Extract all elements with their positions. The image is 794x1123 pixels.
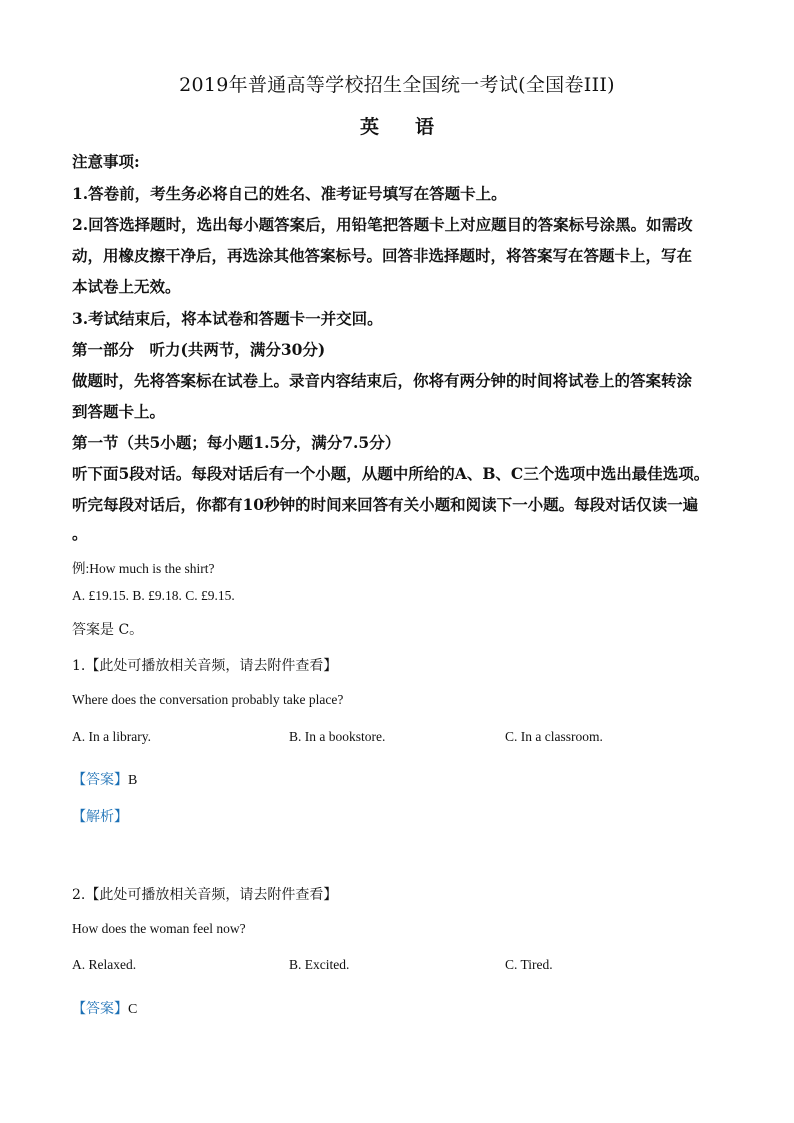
example-answer: 答案是 C。 [72, 622, 144, 638]
section1-intro-line-2: 听完每段对话后，你都有10秒钟的时间来回答有关小题和阅读下一小题。每段对话仅读一遍 [72, 495, 699, 514]
section1-intro-line-1: 听下面5段对话。每段对话后有一个小题，从题中所给的A、B、C三个选项中选出最佳选项。 [72, 464, 710, 483]
question-1-answer [72, 769, 137, 789]
answer-label: 【答案】 [72, 1001, 128, 1017]
question-2-option-c: C. Tired. [505, 957, 553, 972]
question-2-answer [72, 998, 137, 1018]
question-1-option-b: B. In a bookstore. [289, 729, 386, 744]
section1-heading: 第一节（共5小题；每小题1.5分，满分7.5分） [72, 433, 401, 452]
question-1-option-c: C. In a classroom. [505, 729, 603, 744]
example-options: A. £19.15. B. £9.18. C. £9.15. [72, 588, 235, 603]
notes-heading: 注意事项: [72, 152, 140, 171]
part1-intro-line-1: 做题时，先将答案标在试卷上。录音内容结束后，你将有两分钟的时间将试卷上的答案转涂 [72, 371, 693, 390]
answer-label: 【答案】 [72, 772, 128, 788]
subject-title [0, 112, 794, 139]
section1-intro-line-3: 。 [72, 524, 88, 543]
part1-heading: 第一部分 听力(共两节，满分30分) [72, 340, 326, 359]
question-1-text: Where does the conversation probably take place? [72, 692, 344, 707]
note-2-line-1: 2.回答选择题时，选出每小题答案后，用铅笔把答题卡上对应题目的答案标号涂黑。如需改 [72, 215, 693, 234]
note-2-line-3: 本试卷上无效。 [72, 277, 181, 296]
analysis-label: 【解析】 [72, 809, 128, 825]
note-3: 3.考试结束后，将本试卷和答题卡一并交回。 [72, 309, 383, 328]
exam-title: 2019年普通高等学校招生全国统一考试(全国卷III) [179, 74, 615, 96]
question-2-option-a: A. Relaxed. [72, 957, 137, 972]
answer-value: B [128, 773, 138, 788]
question-1-analysis [72, 806, 128, 826]
note-1: 1.答卷前，考生务必将自己的姓名、准考证号填写在答题卡上。 [72, 184, 507, 203]
subject-char-2: 语 [415, 116, 435, 138]
question-1-prompt: 1.【此处可播放相关音频，请去附件查看】 [72, 658, 338, 674]
part1-intro-line-2: 到答题卡上。 [72, 402, 166, 421]
note-2-line-2: 动，用橡皮擦干净后，再选涂其他答案标号。回答非选择题时，将答案写在答题卡上，写在 [72, 246, 693, 265]
question-2-option-b: B. Excited. [289, 957, 350, 972]
question-2-prompt: 2.【此处可播放相关音频，请去附件查看】 [72, 887, 338, 903]
question-2-text: How does the woman feel now? [72, 921, 246, 936]
example-question: 例:How much is the shirt? [72, 561, 215, 576]
answer-value: C [128, 1002, 138, 1017]
question-1-option-a: A. In a library. [72, 729, 151, 744]
subject-char-1: 英 [359, 116, 379, 138]
